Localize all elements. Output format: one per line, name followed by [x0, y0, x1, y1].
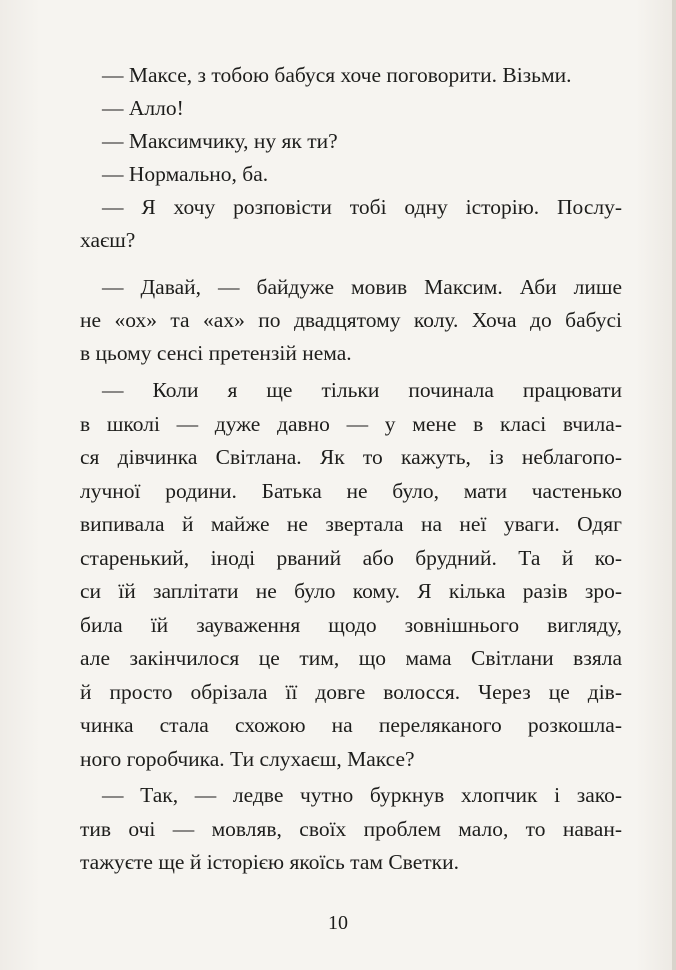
- text-line: — Я хочу розповісти тобі одну історію. Послу-: [102, 195, 622, 219]
- page-edge: [672, 0, 676, 970]
- text-line: — Максе, з тобою бабуся хоче поговорити. Візьми.: [102, 63, 572, 87]
- text-line: тажуєте ще й історією якоїсь там Светки.: [80, 850, 459, 874]
- text-line: — Максимчику, ну як ти?: [102, 129, 338, 153]
- text-line: в школі — дуже давно — у мене в класі вчила-: [80, 412, 622, 436]
- text-line: чинка стала схожою на переляканого розкошла-: [80, 713, 622, 737]
- page-number: 10: [328, 912, 348, 934]
- text-line: випивала й майже не звертала на неї уваги. Одяг: [80, 512, 622, 536]
- text-line: — Давай, — байдуже мовив Максим. Аби лише: [102, 275, 622, 299]
- text-line: — Так, — ледве чутно буркнув хлопчик і зако-: [102, 783, 622, 807]
- text-line: си їй заплітати не було кому. Я кілька разів зро-: [80, 579, 622, 603]
- text-line: тив очі — мовляв, своїх проблем мало, то наван-: [80, 817, 622, 841]
- text-line: хаєш?: [80, 228, 136, 252]
- text-line: — Алло!: [102, 96, 184, 120]
- text-line: але закінчилося це тим, що мама Світлани взяла: [80, 646, 622, 670]
- text-line: била їй зауваження щодо зовнішнього вигляду,: [80, 613, 622, 637]
- text-line: — Нормально, ба.: [102, 162, 269, 186]
- text-line: — Коли я ще тільки починала працювати: [102, 378, 622, 402]
- text-line: й просто обрізала її довге волосся. Через це дів-: [80, 680, 622, 704]
- text-line: не «ох» та «ах» по двадцятому колу. Хоча до бабусі: [80, 308, 622, 332]
- text-line: в цьому сенсі претензій нема.: [80, 341, 352, 365]
- text-line: лучної родини. Батька не було, мати частенько: [80, 479, 622, 503]
- text-line: ного горобчика. Ти слухаєш, Максе?: [80, 747, 415, 771]
- text-line: ся дівчинка Світлана. Як то кажуть, із неблагопо-: [80, 445, 622, 469]
- text-line: старенький, іноді рваний або брудний. Та й ко-: [80, 546, 622, 570]
